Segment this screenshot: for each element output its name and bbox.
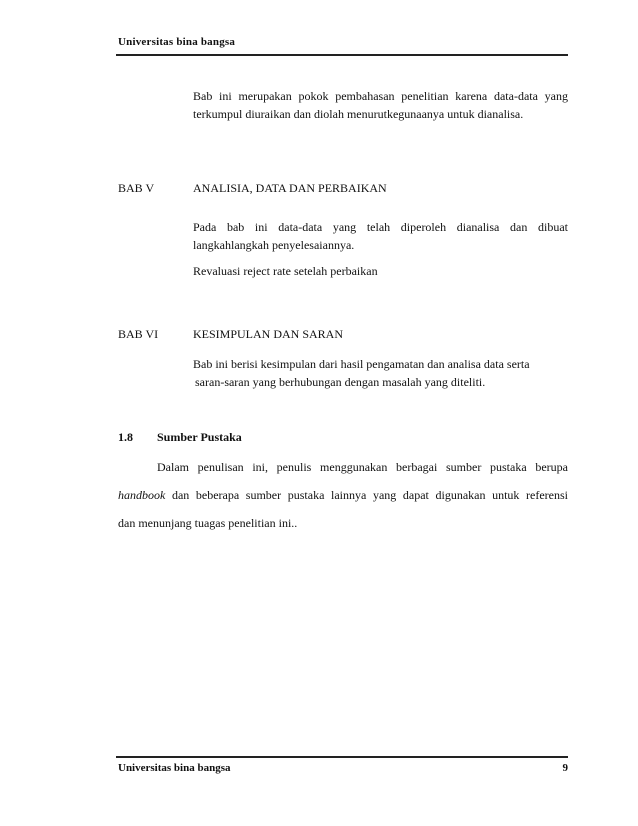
intro-line-2: terkumpul diuraikan dan diolah menurutkegunaanya untuk dianalisa. bbox=[193, 107, 524, 121]
section-line-2-rest: dan beberapa sumber pustaka lainnya yang dapat digunakan untuk referensi bbox=[171, 488, 568, 502]
section-line-1: Dalam penulisan ini, penulis menggunakan berbagai sumber pustaka berupa bbox=[157, 460, 568, 474]
header-title: Universitas bina bangsa bbox=[118, 36, 236, 48]
bab6-title: KESIMPULAN DAN SARAN bbox=[193, 327, 344, 341]
section-line-2 bbox=[118, 486, 568, 504]
header-rule bbox=[116, 54, 568, 56]
bab5-title: ANALISIA, DATA DAN PERBAIKAN bbox=[193, 181, 387, 195]
bab5-item: Revaluasi reject rate setelah perbaikan bbox=[193, 264, 378, 278]
page-number: 9 bbox=[562, 762, 568, 774]
bab6-desc-line-1: Bab ini berisi kesimpulan dari hasil pengamatan dan analisa data serta bbox=[193, 357, 530, 371]
handbook-term: handbook bbox=[118, 488, 166, 502]
bab5-desc-line-1: Pada bab ini data-data yang telah diperoleh dianalisa dan dibuat bbox=[193, 220, 568, 234]
footer-rule bbox=[116, 756, 568, 758]
bab6-desc-line-2: saran-saran yang berhubungan dengan masalah yang diteliti. bbox=[195, 375, 486, 389]
bab5-desc-line-2: langkahlangkah penyelesaiannya. bbox=[193, 238, 355, 252]
bab5-label: BAB V bbox=[118, 181, 155, 195]
section-title: Sumber Pustaka bbox=[157, 430, 242, 444]
intro-line-1: Bab ini merupakan pokok pembahasan penelitian karena data-data yang bbox=[193, 89, 568, 103]
section-number: 1.8 bbox=[118, 430, 133, 444]
bab6-label: BAB VI bbox=[118, 327, 159, 341]
footer-title: Universitas bina bangsa bbox=[118, 762, 231, 774]
section-line-3: dan menunjang tuagas penelitian ini.. bbox=[118, 516, 298, 530]
